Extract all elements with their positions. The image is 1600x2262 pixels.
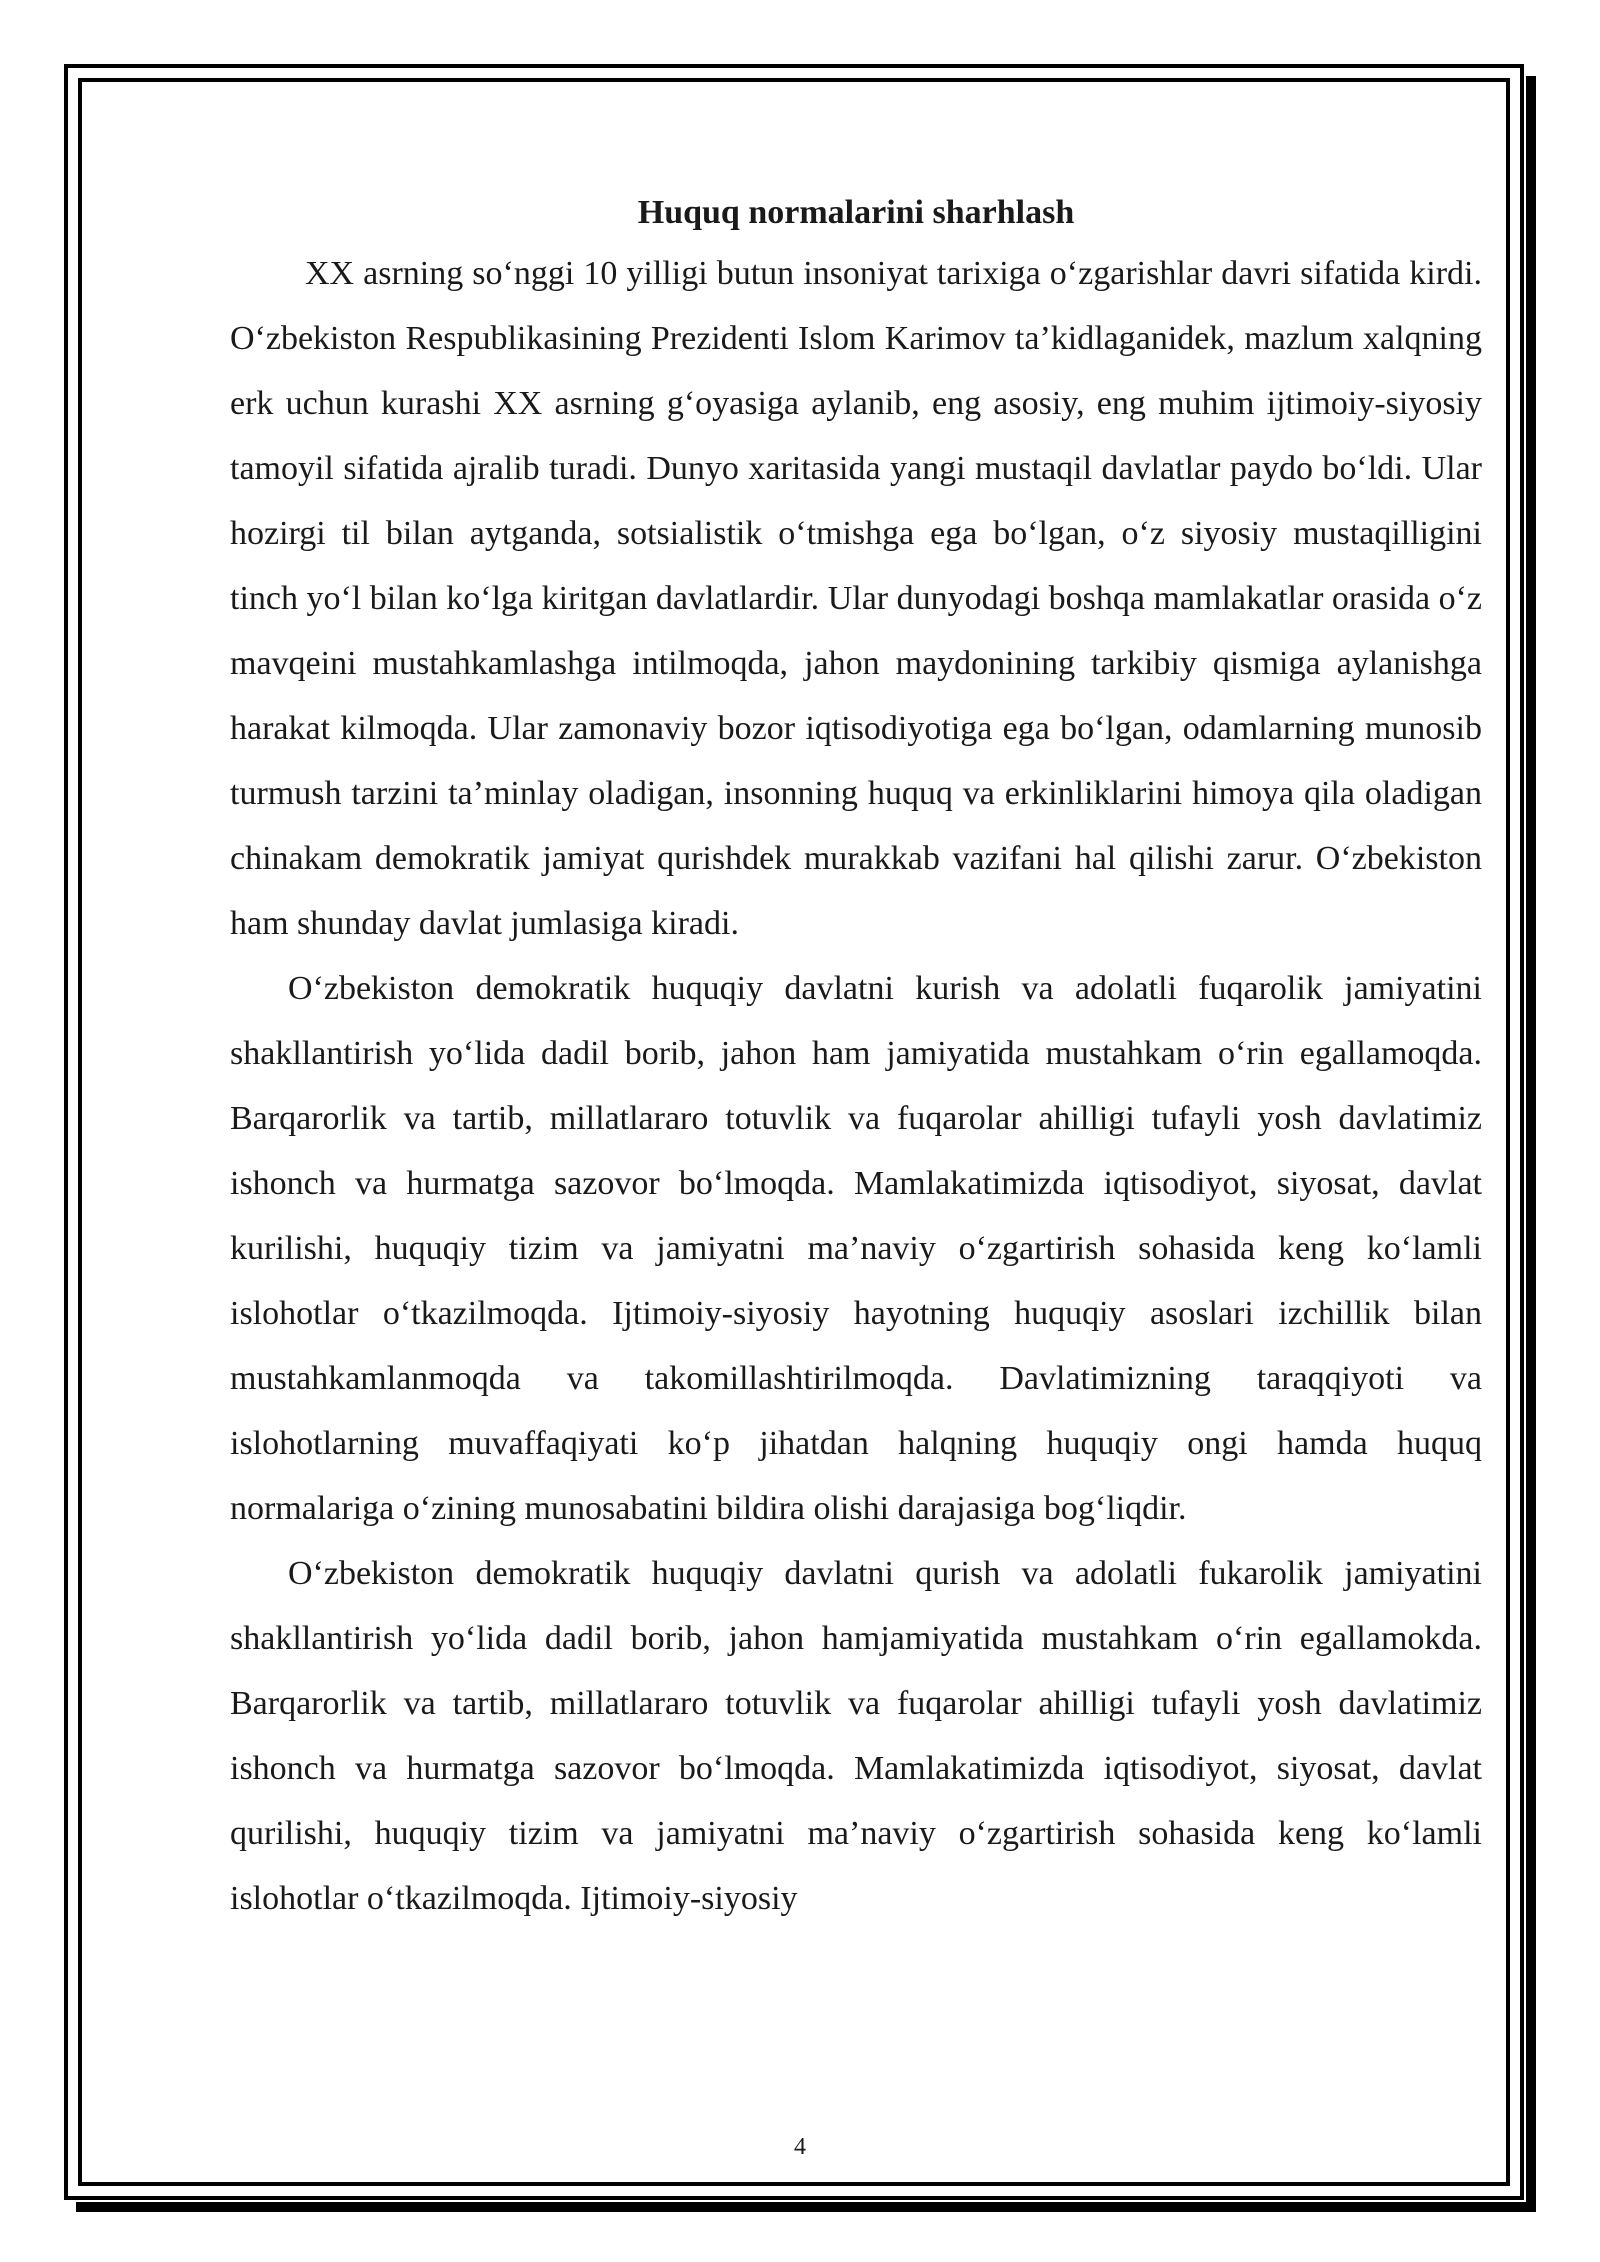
paragraph-3: O‘zbekiston demokratik huquqiy davlatni qurish va adolatli fukarolik jamiyatini shakllantirish yo‘lida dadil borib, jahon hamjamiyatida mustahkam o‘rin egallamokda. Barqarorlik va tartib, millatlararo totuvlik va fuqarolar ahilligi tufayli yosh davlatimiz ishonch va hurmatga sazovor bo‘lmoqda. Mamlakatimizda iqtisodiyot, siyosat, davlat qurilishi, huquqiy tizim va jamiyatni ma’naviy o‘zgartirish sohasida keng ko‘lamli islohotlar o‘tkazilmoqda. Ijtimoiy-siyosiy [230, 1555, 1482, 1917]
document-title: Huquq normalarini sharhlash [637, 194, 1075, 231]
paragraph-2: O‘zbekiston demokratik huquqiy davlatni kurish va adolatli fuqarolik jamiyatini shakllantirish yo‘lida dadil borib, jahon ham jamiyatida mustahkam o‘rin egallamoqda. Barqarorlik va tartib, millatlararo totuvlik va fuqarolar ahilligi tufayli yosh davlatimiz ishonch va hurmatga sazovor bo‘lmoqda. Mamlakatimizda iqtisodiyot, siyosat, davlat kurilishi, huquqiy tizim va jamiyatni ma’naviy o‘zgartirish sohasida keng ko‘lamli islohotlar o‘tkazilmoqda. Ijtimoiy-siyosiy hayotning huquqiy asoslari izchillik bilan mustahkamlanmoqda va takomillashtirilmoqda. Davlatimizning taraqqiyoti va islohotlarning muvaffaqiyati ko‘p jihatdan halqning huquqiy ongi hamda huquq normalariga o‘zining munosabatini bildira olishi darajasiga bog‘liqdir. [230, 970, 1482, 1527]
page-number: 4 [794, 2134, 806, 2160]
paragraph-1: XX asrning so‘nggi 10 yilligi butun insoniyat tarixiga o‘zgarishlar davri sifatida kirdi. O‘zbekiston Respublikasining Prezidenti Islom Karimov ta’kidlaganidek, mazlum xalqning erk uchun kurashi XX asrning g‘oyasiga aylanib, eng asosiy, eng muhim ijtimoiy-siyosiy tamoyil sifatida ajralib turadi. Dunyo xaritasida yangi mustaqil davlatlar paydo bo‘ldi. Ular hozirgi til bilan aytganda, sotsialistik o‘tmishga ega bo‘lgan, o‘z siyosiy mustaqilligini tinch yo‘l bilan ko‘lga kiritgan davlatlardir. Ular dunyodagi boshqa mamlakatlar orasida o‘z mavqeini mustahkamlashga intilmoqda, jahon maydonining tarkibiy qismiga aylanishga harakat kilmoqda. Ular zamonaviy bozor iqtisodiyotiga ega bo‘lgan, odamlarning munosib turmush tarzini ta’minlay oladigan, insonning huquq va erkinliklarini himoya qila oladigan chinakam demokratik jamiyat qurishdek murakkab vazifani hal qilishi zarur. O‘zbekiston ham shunday davlat jumlasiga kiradi. [230, 255, 1482, 942]
document-body [230, 185, 1482, 1931]
